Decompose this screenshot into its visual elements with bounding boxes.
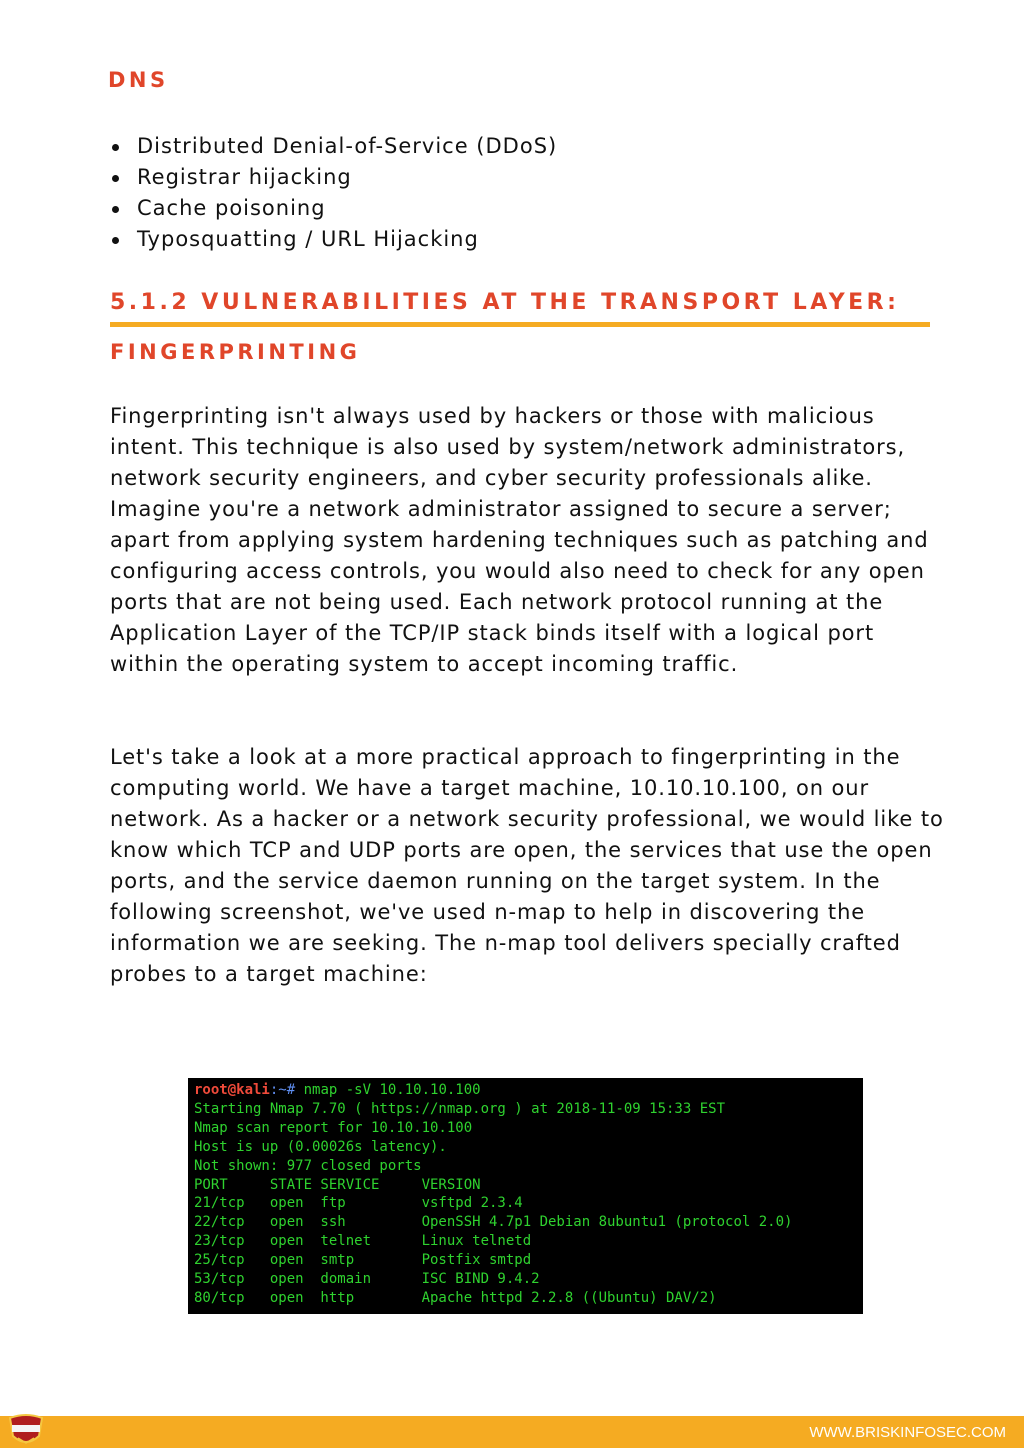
page-footer — [0, 1416, 1024, 1448]
terminal-line: 80/tcp open http Apache httpd 2.2.8 ((Ubuntu) DAV/2) — [194, 1289, 717, 1306]
terminal-line: 25/tcp open smtp Postfix smtpd — [194, 1252, 532, 1269]
section-heading: 5.1.2 VULNERABILITIES AT THE TRANSPORT LAYER: — [110, 290, 900, 315]
terminal-screenshot — [188, 1078, 863, 1314]
terminal-line: Nmap scan report for 10.10.10.100 — [194, 1119, 473, 1136]
dns-heading: DNS — [108, 68, 169, 92]
dns-attack-list — [108, 131, 557, 255]
terminal-line: PORT STATE SERVICE VERSION — [194, 1176, 481, 1193]
shield-logo-icon — [6, 1412, 46, 1448]
footer-url[interactable]: WWW.BRISKINFOSEC.COM — [809, 1424, 1006, 1441]
subsection-heading: FINGERPRINTING — [110, 340, 361, 364]
terminal-line: Host is up (0.00026s latency). — [194, 1138, 447, 1155]
terminal-command: nmap -sV 10.10.10.100 — [295, 1082, 481, 1098]
terminal-line: 21/tcp open ftp vsftpd 2.3.4 — [194, 1195, 523, 1212]
terminal-line: Starting Nmap 7.70 ( https://nmap.org ) at 2018-11-09 15:33 EST — [194, 1100, 726, 1117]
section-divider — [110, 322, 930, 327]
list-item: Distributed Denial-of-Service (DDoS) — [108, 131, 557, 162]
terminal-line: 53/tcp open domain ISC BIND 9.4.2 — [194, 1271, 540, 1288]
terminal-line: Not shown: 977 closed ports — [194, 1157, 422, 1174]
terminal-prompt-user: root@kali — [194, 1082, 270, 1098]
terminal-line: 22/tcp open ssh OpenSSH 4.7p1 Debian 8ubuntu1 (protocol 2.0) — [194, 1214, 793, 1231]
terminal-line: 23/tcp open telnet Linux telnetd — [194, 1233, 532, 1250]
list-item: Registrar hijacking — [108, 162, 557, 193]
list-item: Cache poisoning — [108, 193, 557, 224]
list-item: Typosquatting / URL Hijacking — [108, 224, 557, 255]
terminal-prompt-path: :~# — [269, 1082, 296, 1098]
body-paragraph: Fingerprinting isn't always used by hackers or those with malicious intent. This technique is also used by system/network administrators, network security engineers, and cyber security professionals alike. Imagine you're a network administrator assigned to secure a server; apart from applying system hardening techniques such as patching and configuring access controls, you would also need to check for any open ports that are not being used. Each network protocol running at the Application Layer of the TCP/IP stack binds itself with a logical port within the operating system to accept incoming traffic. — [110, 404, 929, 676]
body-paragraph: Let's take a look at a more practical approach to fingerprinting in the computing world. We have a target machine, 10.10.10.100, on our network. As a hacker or a network security professional, we would like to know which TCP and UDP ports are open, the services that use the open ports, and the service daemon running on the target system. In the following screenshot, we've used n-map to help in discovering the information we are seeking. The n-map tool delivers specially crafted probes to a target machine: — [110, 745, 944, 986]
